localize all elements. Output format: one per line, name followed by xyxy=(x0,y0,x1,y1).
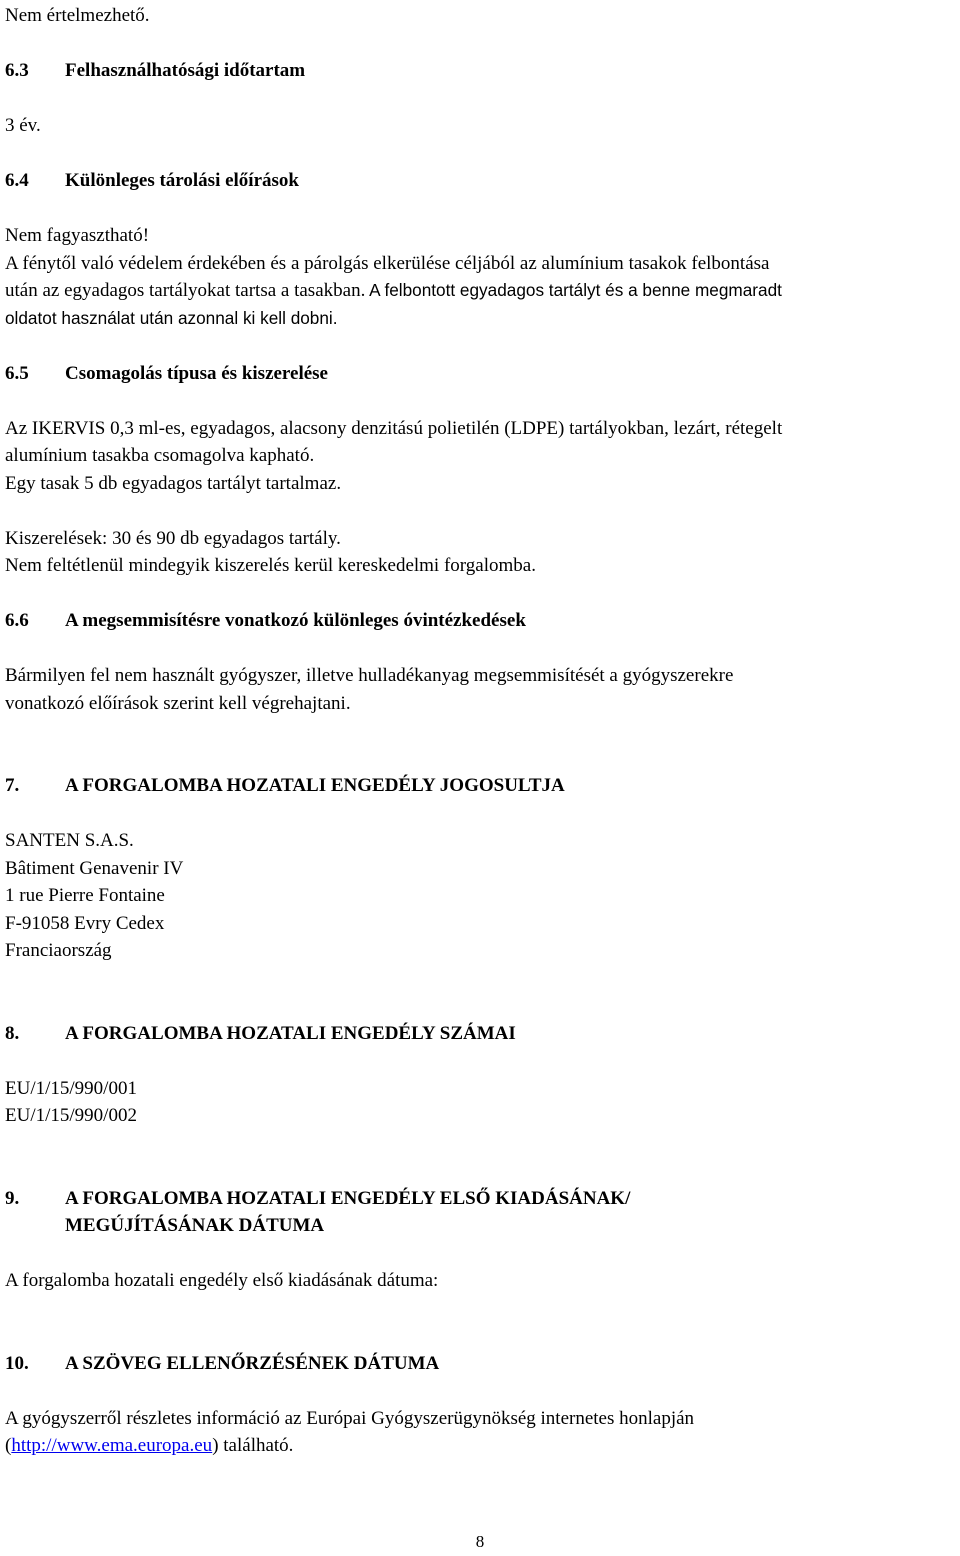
paragraph-line: A fénytől való védelem érdekében és a párolgás elkerülése céljából az alumínium tasakok felbontása xyxy=(5,252,770,274)
paragraph-line: Az IKERVIS 0,3 ml-es, egyadagos, alacsony denzitású polietilén (LDPE) tartályokban, lezárt, rétegelt xyxy=(5,417,783,439)
section-title: Csomagolás típusa és kiszerelése xyxy=(65,362,328,384)
address-line: Bâtiment Genavenir IV xyxy=(5,857,184,879)
text-run: után az egyadagos tartályokat tartsa a tasakban. xyxy=(5,280,366,301)
paragraph-line: vonatkozó előírások szerint kell végrehajtani. xyxy=(5,692,351,714)
paragraph-line: oldatot használat után azonnal ki kell dobni. xyxy=(5,307,338,328)
paragraph-line xyxy=(5,277,955,305)
section-number: 6.4 xyxy=(5,170,29,191)
section-heading-9 xyxy=(5,1185,955,1213)
section-number: 7. xyxy=(5,775,20,796)
text-run: ( xyxy=(5,1435,12,1456)
paragraph-line: Nem fagyasztható! xyxy=(5,225,150,246)
address-line: SANTEN S.A.S. xyxy=(5,830,134,851)
authorisation-number: EU/1/15/990/001 xyxy=(5,1077,137,1099)
paragraph-line: Nem értelmezhető. xyxy=(5,5,150,26)
document-page xyxy=(5,2,955,1460)
paragraph-line: Egy tasak 5 db egyadagos tartályt tartalmaz. xyxy=(5,472,342,494)
section-heading-9-cont xyxy=(5,1212,955,1240)
paragraph-line: Kiszerelések: 30 és 90 db egyadagos tartály. xyxy=(5,527,341,549)
text-run: A felbontott egyadagos tartályt és a benne megmaradt xyxy=(365,280,782,300)
paragraph-line: Nem feltétlenül mindegyik kiszerelés kerül kereskedelmi forgalomba. xyxy=(5,555,536,576)
section-title: A megsemmisítésre vonatkozó különleges óvintézkedések xyxy=(65,610,526,631)
address-line: 1 rue Pierre Fontaine xyxy=(5,885,165,906)
paragraph-line: A forgalomba hozatali engedély első kiadásának dátuma: xyxy=(5,1270,439,1291)
address-line: F-91058 Evry Cedex xyxy=(5,912,165,934)
paragraph-line: Bármilyen fel nem használt gyógyszer, illetve hulladékanyag megsemmisítését a gyógyszerekre xyxy=(5,665,734,686)
section-heading-10 xyxy=(5,1350,955,1378)
section-heading-6-3 xyxy=(5,57,955,85)
section-title: A SZÖVEG ELLENŐRZÉSÉNEK DÁTUMA xyxy=(65,1352,440,1374)
authorisation-number: EU/1/15/990/002 xyxy=(5,1105,137,1126)
paragraph-line: alumínium tasakba csomagolva kapható. xyxy=(5,445,315,466)
section-title: Felhasználhatósági időtartam xyxy=(65,60,306,81)
section-heading-6-5 xyxy=(5,360,955,388)
paragraph-line: 3 év. xyxy=(5,115,41,136)
section-title: MEGÚJÍTÁSÁNAK DÁTUMA xyxy=(65,1215,325,1236)
page-number: 8 xyxy=(475,1532,485,1551)
paragraph-line: A gyógyszerről részletes információ az Európai Gyógyszerügynökség internetes honlapján xyxy=(5,1407,695,1429)
address-line: Franciaország xyxy=(5,940,112,961)
section-number: 9. xyxy=(5,1187,20,1209)
section-number: 6.6 xyxy=(5,610,29,631)
text-run: ) található. xyxy=(212,1435,294,1456)
section-heading-6-6 xyxy=(5,607,955,635)
ema-website-link[interactable]: http://www.ema.europa.eu xyxy=(11,1435,213,1456)
section-heading-7 xyxy=(5,772,955,800)
section-title: Különleges tárolási előírások xyxy=(65,170,299,191)
section-number: 6.5 xyxy=(5,362,29,384)
section-heading-6-4 xyxy=(5,167,955,195)
section-heading-8 xyxy=(5,1020,955,1048)
section-title: A FORGALOMBA HOZATALI ENGEDÉLY JOGOSULTJA xyxy=(65,775,565,796)
section-number: 6.3 xyxy=(5,60,29,81)
paragraph-line xyxy=(5,1432,955,1460)
section-title: A FORGALOMBA HOZATALI ENGEDÉLY ELSŐ KIADÁSÁNAK/ xyxy=(65,1187,631,1209)
section-title: A FORGALOMBA HOZATALI ENGEDÉLY SZÁMAI xyxy=(65,1022,516,1044)
section-number: 8. xyxy=(5,1022,20,1044)
section-number: 10. xyxy=(5,1352,29,1374)
